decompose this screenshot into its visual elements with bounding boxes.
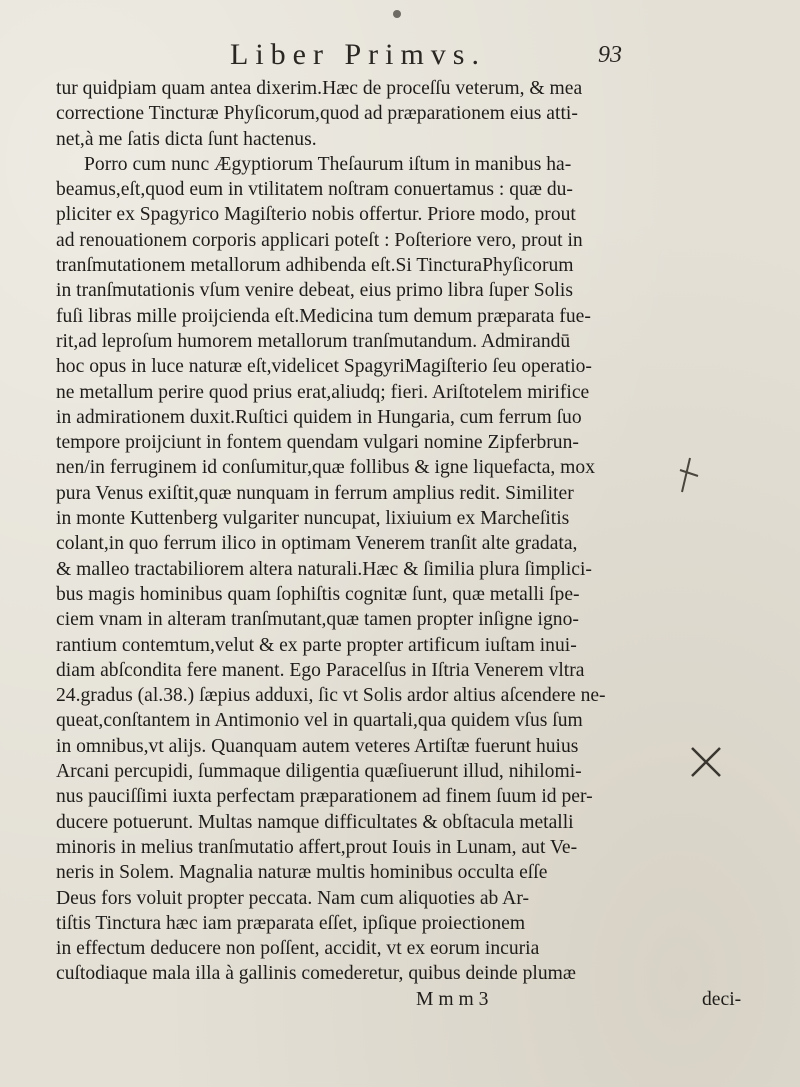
text-line: in effectum deducere non poſſent, accidit, vt ex eorum incuria: [56, 938, 540, 960]
text-line: tur quidpiam quam antea dixerim.Hæc de proceſſu veterum, & mea: [56, 78, 583, 99]
page-header: [60, 38, 760, 78]
running-head: Liber Primvs.: [230, 38, 486, 71]
text-line: tranſmutationem metallorum adhibenda eſt.Si TincturaPhyſicorum: [56, 255, 574, 277]
text-line: rit,ad leproſum humorem metallorum tranſmutandum. Admirandū: [56, 330, 571, 352]
marginal-cross-mark: [688, 744, 724, 780]
text-line: nus pauciſſimi iuxta perfectam præparationem ad finem ſuum id per-: [56, 786, 593, 808]
text-line: Porro cum nunc Ægyptiorum Theſaurum iſtum in manibus ha-: [84, 153, 572, 175]
text-line: in tranſmutationis vſum venire debeat, eius primo libra ſuper Solis: [56, 280, 573, 302]
text-line: cuſtodiaque mala illa à gallinis comederetur, quibus deinde plumæ: [56, 963, 576, 985]
text-line: minoris in melius tranſmutatio affert,prout Iouis in Lunam, aut Ve-: [56, 836, 578, 858]
text-line: net,à me ſatis dicta ſunt hactenus.: [56, 128, 317, 150]
text-line: in monte Kuttenberg vulgariter nuncupat, lixiuium ex Marcheſitis: [56, 508, 570, 530]
text-line: beamus,eſt,quod eum in vtilitatem noſtram conuertamus : quæ du-: [56, 179, 573, 201]
text-line: & malleo tractabiliorem altera naturali.Hæc & ſimilia plura ſimplici-: [56, 558, 592, 580]
text-line: bus magis hominibus quam ſophiſtis cognitæ ſunt, quæ metalli ſpe-: [56, 583, 580, 605]
printers-ornament: [393, 10, 401, 18]
text-line: ciem vnam in alteram tranſmutant,quæ tamen propter inſigne igno-: [56, 609, 579, 631]
text-line: fuſi libras mille proijcienda eſt.Medicina tum demum præparata fue-: [56, 305, 591, 327]
text-line: pura Venus exiſtit,quæ nunquam in ferrum amplius redit. Similiter: [56, 482, 574, 504]
text-line: rantium contemtum,velut & ex parte propter artificum iuſtam inui-: [56, 634, 577, 656]
signature-line: [56, 987, 768, 1012]
text-line: 24.gradus (al.38.) ſæpius adduxi, ſic vt Solis ardor altius aſcendere ne-: [56, 685, 606, 707]
text-line: ne metallum perire quod prius erat,aliudq; fieri. Ariſtotelem mirifice: [56, 381, 590, 403]
text-line: tiſtis Tinctura hæc iam præparata eſſet, ipſique proiectionem: [56, 912, 526, 934]
text-line: Deus fors voluit propter peccata. Nam cum aliquoties ab Ar-: [56, 887, 529, 909]
signature-mark: M m m 3: [416, 988, 489, 1010]
text-line: pliciter ex Spagyrico Magiſterio nobis offertur. Priore modo, prout: [56, 204, 576, 226]
text-line: nen/in ferruginem id conſumitur,quæ follibus & igne liquefacta, mox: [56, 457, 596, 479]
marginal-ink-mark: [676, 452, 702, 496]
text-line: correctione Tincturæ Phyſicorum,quod ad præparationem eius atti-: [56, 103, 578, 125]
text-line: colant,in quo ferrum ilico in optimam Venerem tranſit alte gradata,: [56, 533, 578, 555]
text-line: hoc opus in luce naturæ eſt,videlicet SpagyriMagiſterio ſeu operatio-: [56, 356, 592, 378]
text-line: Arcani percupidi, ſummaque diligentia quæſiuerunt illud, nihilomi-: [56, 761, 582, 783]
text-line: in admirationem duxit.Ruſtici quidem in Hungaria, cum ferrum ſuo: [56, 406, 582, 428]
text-line: tempore proijciunt in fontem quendam vulgari nomine Zipferbrun-: [56, 432, 579, 454]
page-number: 93: [598, 42, 622, 68]
catchword: deci-: [702, 988, 742, 1010]
text-line: neris in Solem. Magnalia naturæ multis hominibus occulta eſſe: [56, 862, 548, 884]
text-line: ad renouationem corporis applicari poteſt : Poſteriore vero, prout in: [56, 229, 583, 251]
text-line: diam abſcondita fere manent. Ego Paracelſus in Iſtria Venerem vltra: [56, 659, 585, 681]
body-text: [56, 76, 768, 1012]
text-line: queat,conſtantem in Antimonio vel in quartali,qua quidem vſus ſum: [56, 710, 583, 732]
text-line: ducere potuerunt. Multas namque difficultates & obſtacula metalli: [56, 811, 574, 833]
text-line: in omnibus,vt alijs. Quanquam autem veteres Artiſtæ fuerunt huius: [56, 735, 579, 757]
